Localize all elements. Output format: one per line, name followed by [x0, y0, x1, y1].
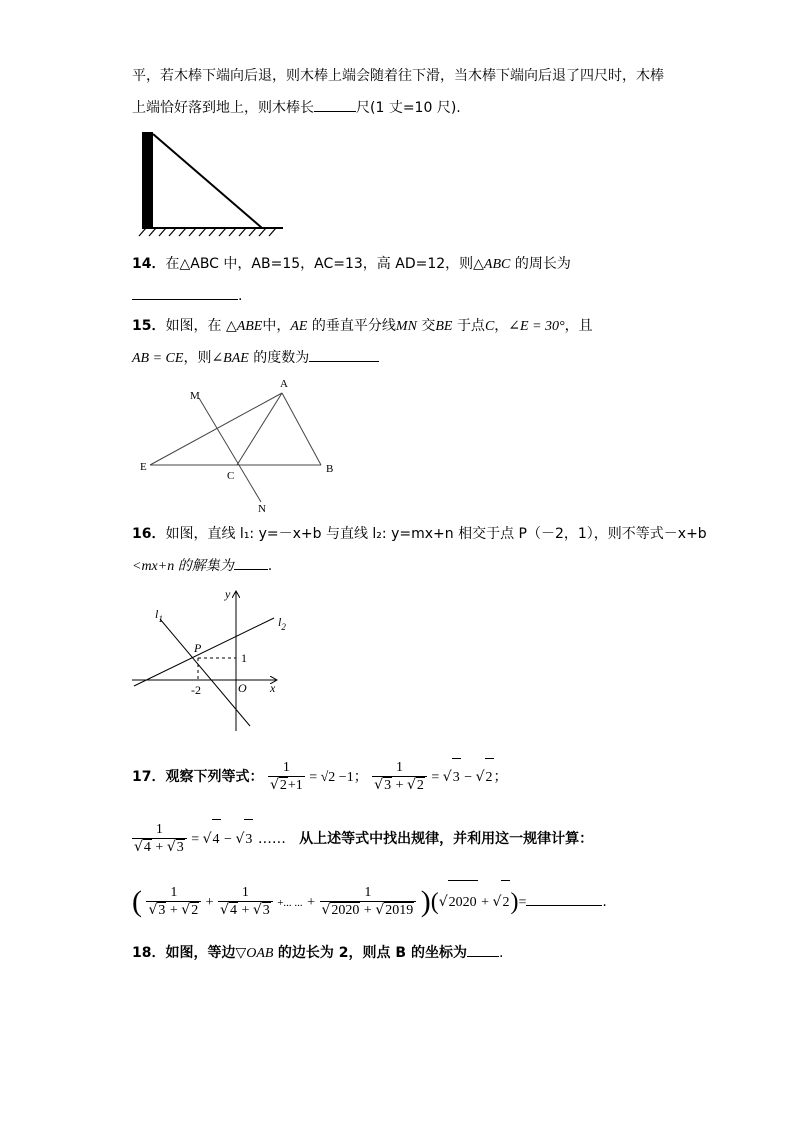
- q18-answer-blank[interactable]: [467, 942, 499, 957]
- label-O: O: [238, 681, 247, 695]
- q14-line1: [132, 254, 571, 275]
- q16-text1: 如图，直线 l₁: y=－x+b 与直线 l₂: y=mx+n 相交于点 P（－2，1），则不等式－x+b: [165, 526, 707, 542]
- q17-end: .: [602, 894, 607, 910]
- q16-figure: [130, 586, 300, 736]
- q16-number: 16．: [132, 526, 166, 542]
- label-E: E: [140, 461, 147, 473]
- line-MN: [199, 398, 261, 502]
- segment-EA: [150, 393, 282, 465]
- label-l1: $l_1$: [155, 607, 163, 624]
- q15-text-e: 于点: [456, 318, 485, 334]
- q17-sep-2: ；: [493, 769, 508, 785]
- q13-line2-b: 尺(1 丈=10 尺).: [356, 100, 461, 116]
- q17-sum-term-n: $\frac{1}{√2020 + √2019}$: [320, 885, 417, 919]
- q17-sum-term-1: $\frac{1}{√3 + √2}$: [146, 885, 201, 919]
- q16-text2: <mx+n 的解集为: [132, 559, 234, 574]
- q18-number: 18．: [132, 945, 166, 961]
- q15-be: BE: [435, 319, 453, 334]
- q17-rhs-1: √2 −1: [320, 770, 354, 785]
- q16-line1: [132, 524, 707, 544]
- q15-number: 15．: [132, 318, 166, 334]
- q17-fraction-1: $\frac{1}{√2+1}$: [269, 760, 303, 793]
- q17-fraction-3: $\frac{1}{√4 + √3}$: [132, 822, 187, 856]
- q14-tri: △ABC: [473, 257, 511, 272]
- q14-line2: [132, 285, 242, 306]
- q17-number: 17．: [132, 769, 166, 785]
- q14-answer-blank[interactable]: [132, 285, 238, 300]
- q17-eq: =: [518, 895, 527, 910]
- q15-text-f: ，: [494, 318, 509, 334]
- q15-eq: AB = CE: [132, 351, 184, 366]
- label-C: C: [227, 470, 235, 482]
- label-A: A: [280, 378, 288, 390]
- q18-end: .: [498, 945, 504, 961]
- q17-intro: 观察下列等式：: [165, 769, 264, 785]
- segment-AB: [282, 393, 321, 465]
- q15-text-g: ，且: [564, 318, 593, 334]
- label-y: y: [225, 587, 231, 601]
- q18-line: [132, 942, 503, 964]
- q18-text-b: 的边长为 2，则点 B 的坐标为: [277, 945, 467, 961]
- pole: [153, 134, 262, 228]
- wall: [142, 132, 153, 228]
- label-M: M: [190, 390, 200, 402]
- q15-text-d: 交: [421, 318, 436, 334]
- label-x: x: [270, 681, 276, 695]
- q15-angle: ∠E = 30°: [508, 319, 565, 334]
- q17-dots: ……: [257, 831, 286, 847]
- q14-tail: 的周长为: [514, 256, 571, 272]
- q13-figure: [128, 128, 288, 238]
- q17-line2: $\frac{1}{√4 + √3}$ = √4 − √3 …… 从上述等式中找出规律，并利用这一规律计算：: [132, 819, 593, 860]
- label-l2: $l_2$: [278, 615, 286, 632]
- segment-CA: [237, 393, 282, 465]
- label-P: P: [194, 641, 202, 655]
- label-N: N: [258, 503, 266, 515]
- q17-ellipsis: +... ...: [277, 897, 303, 909]
- q17-fraction-2: $\frac{1}{√3 + √2}$: [372, 760, 427, 794]
- q15-answer-blank[interactable]: [309, 347, 379, 362]
- q14-end: .: [238, 288, 243, 304]
- label-one: 1: [241, 651, 247, 665]
- q13-line2-a: 上端恰好落到地上，则木棒长: [132, 100, 314, 116]
- q15-c: C: [484, 319, 495, 334]
- q15-text-a: 如图，在: [165, 318, 222, 334]
- q15-figure: [134, 376, 354, 516]
- q15-text-b: 中，: [262, 318, 291, 334]
- q13-line1: 平，若木棒下端向后退，则木棒上端会随着往下滑，当木棒下端向后退了四尺时，木棒: [132, 68, 664, 84]
- q18-tri: ▽OAB: [235, 946, 274, 961]
- q16-line2: [132, 555, 272, 577]
- q14-number: 14．: [132, 256, 166, 272]
- q13-line2: [132, 97, 461, 118]
- q15-line1: [132, 316, 593, 337]
- q15-bae: ∠BAE: [211, 351, 249, 366]
- q15-ae: AE: [290, 319, 308, 334]
- q16-answer-blank[interactable]: [234, 555, 268, 570]
- q15-text-h: ，则: [183, 350, 212, 366]
- q15-tri: △ABE: [225, 319, 263, 334]
- q17-answer-blank[interactable]: [526, 891, 602, 906]
- q16-end: .: [267, 558, 273, 574]
- q17-mid: 从上述等式中找出规律，并利用这一规律计算：: [299, 831, 594, 847]
- q17-sum-term-2: $\frac{1}{√4 + √3}$: [218, 885, 273, 919]
- q17-line3: ( $\frac{1}{√3 + √2}$ + $\frac{1}{√4 + √3}$ +... ... + $\frac{1}{√2020 + √2019}$ )(√2020 + √2)= .: [132, 880, 607, 925]
- q14-text: 在△ABC 中，AB=15，AC=13，高 AD=12，则: [165, 256, 474, 272]
- q15-text-i: 的度数为: [253, 350, 310, 366]
- q17-line1: 17．观察下列等式： $\frac{1}{√2+1}$ = √2 −1； $\frac{1}{√3 + √2}$ = √3 − √2；: [132, 758, 508, 797]
- q15-line2: [132, 347, 379, 369]
- q15-mn: MN: [395, 319, 417, 334]
- ground-hatching: [139, 228, 276, 236]
- q18-text-a: 如图，等边: [165, 945, 236, 961]
- q17-sep-1: ；: [353, 769, 368, 785]
- label-neg2: -2: [191, 683, 201, 697]
- q13-answer-blank[interactable]: [314, 97, 356, 112]
- q15-text-c: 的垂直平分线: [311, 318, 396, 334]
- line-l2: [134, 618, 274, 686]
- label-B: B: [326, 463, 334, 475]
